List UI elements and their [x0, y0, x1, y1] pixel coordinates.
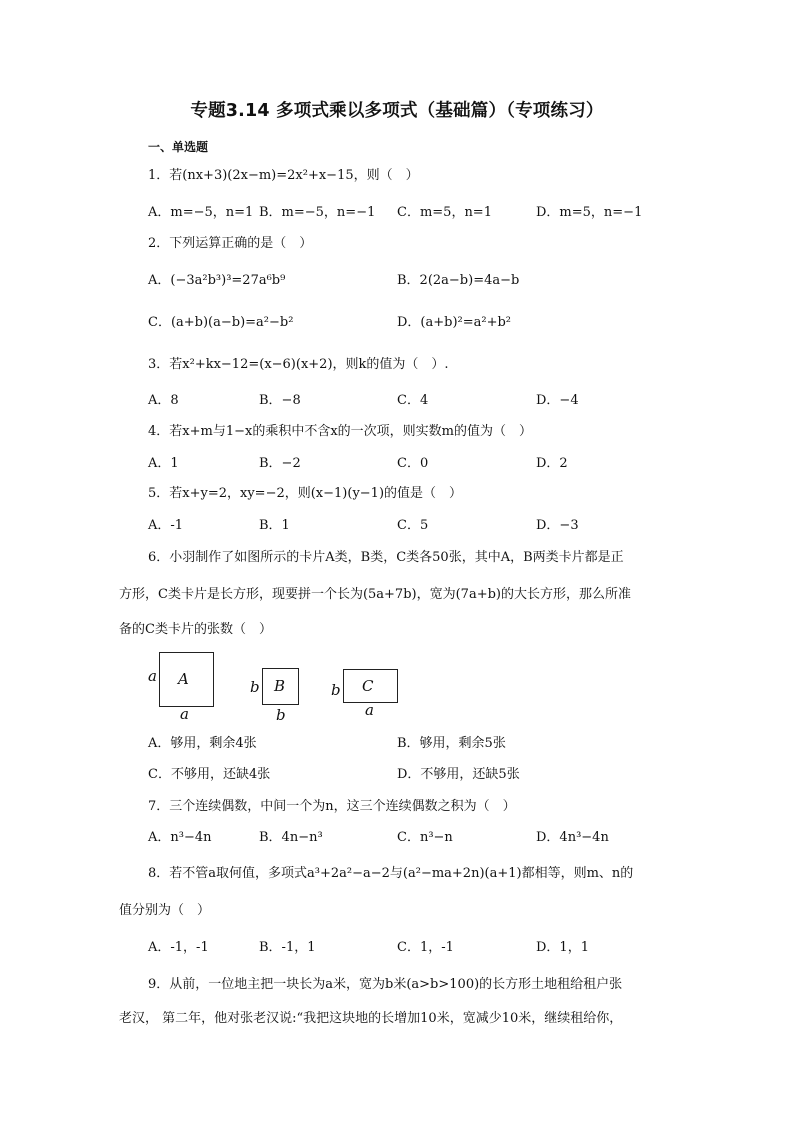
q2-option-b[interactable]: B．2(2a−b)=4a−b — [397, 273, 520, 288]
q7-option-d[interactable]: D．4n³−4n — [536, 830, 609, 845]
q2-option-d[interactable]: D．(a+b)²=a²+b² — [397, 315, 512, 330]
q3-option-a[interactable]: A．8 — [148, 393, 179, 408]
q1-option-a[interactable]: A．m=−5，n=1 — [148, 205, 254, 220]
question-9-stem-line-2: 老汉， 第二年，他对张老汉说:“我把这块地的长增加10米，宽减少10米，继续租给你， — [119, 1011, 623, 1026]
q7-option-c[interactable]: C．n³−n — [397, 830, 453, 845]
card-c-label: C — [362, 677, 374, 695]
card-b-label: B — [274, 677, 286, 695]
q6-option-b[interactable]: B．够用，剩余5张 — [397, 736, 506, 751]
q8-option-b[interactable]: B．-1，1 — [259, 940, 316, 955]
q7-option-b[interactable]: B．4n−n³ — [259, 830, 323, 845]
q3-option-d[interactable]: D．−4 — [536, 393, 579, 408]
q3-option-c[interactable]: C．4 — [397, 393, 429, 408]
question-6-stem-line-3: 备的C类卡片的张数（ ） — [119, 622, 272, 637]
q7-option-a[interactable]: A．n³−4n — [148, 830, 212, 845]
question-5-stem: 5．若x+y=2，xy=−2，则(x−1)(y−1)的值是（ ） — [148, 486, 463, 501]
question-8-stem-line-1: 8．若不管a取何值，多项式a³+2a²−a−2与(a²−ma+2n)(a+1)都相等，则m、n的 — [148, 866, 634, 881]
q1-option-b[interactable]: B．m=−5，n=−1 — [259, 205, 376, 220]
question-7-stem: 7．三个连续偶数，中间一个为n，这三个连续偶数之积为（ ） — [148, 799, 516, 814]
q4-option-a[interactable]: A．1 — [148, 456, 179, 471]
q4-option-c[interactable]: C．0 — [397, 456, 429, 471]
card-c-bottom-label: a — [365, 701, 374, 719]
q2-option-a[interactable]: A．(−3a²b³)³=27a⁶b⁹ — [148, 273, 286, 288]
card-b-bottom-label: b — [276, 706, 286, 724]
q3-option-b[interactable]: B．−8 — [259, 393, 301, 408]
card-a-side-label: a — [148, 667, 157, 685]
question-6-stem-line-1: 6．小羽制作了如图所示的卡片A类，B类，C类各50张，其中A，B两类卡片都是正 — [148, 550, 624, 565]
q8-option-a[interactable]: A．-1，-1 — [148, 940, 209, 955]
q5-option-b[interactable]: B．1 — [259, 518, 290, 533]
section-heading: 一、单选题 — [148, 140, 209, 154]
page-title: 专题3.14 多项式乘以多项式（基础篇）（专项练习） — [190, 101, 604, 121]
question-4-stem: 4．若x+m与1−x的乘积中不含x的一次项，则实数m的值为（ ） — [148, 424, 532, 439]
question-9-stem-line-1: 9．从前，一位地主把一块长为a米，宽为b米(a>b>100)的长方形土地租给租户张 — [148, 977, 623, 992]
q4-option-b[interactable]: B．−2 — [259, 456, 301, 471]
q5-option-c[interactable]: C．5 — [397, 518, 429, 533]
card-a-label: A — [178, 670, 189, 688]
q2-option-c[interactable]: C．(a+b)(a−b)=a²−b² — [148, 315, 294, 330]
q5-option-d[interactable]: D．−3 — [536, 518, 579, 533]
question-1-stem: 1．若(nx+3)(2x−m)=2x²+x−15，则（ ） — [148, 168, 419, 183]
q1-option-d[interactable]: D．m=5，n=−1 — [536, 205, 643, 220]
q8-option-c[interactable]: C．1，-1 — [397, 940, 454, 955]
q5-option-a[interactable]: A．-1 — [148, 518, 184, 533]
q6-option-a[interactable]: A．够用，剩余4张 — [148, 736, 257, 751]
question-3-stem: 3．若x²+kx−12=(x−6)(x+2)，则k的值为（ ）. — [148, 357, 449, 372]
card-b-side-label: b — [250, 678, 260, 696]
question-2-stem: 2．下列运算正确的是（ ） — [148, 236, 313, 251]
question-6-stem-line-2: 方形，C类卡片是长方形，现要拼一个长为(5a+7b)，宽为(7a+b)的大长方形，那么所准 — [119, 587, 631, 602]
q8-option-d[interactable]: D．1，1 — [536, 940, 589, 955]
q6-option-c[interactable]: C．不够用，还缺4张 — [148, 767, 271, 782]
q4-option-d[interactable]: D．2 — [536, 456, 568, 471]
card-c-side-label: b — [331, 681, 341, 699]
card-a-bottom-label: a — [180, 705, 189, 723]
q6-option-d[interactable]: D．不够用，还缺5张 — [397, 767, 520, 782]
q1-option-c[interactable]: C．m=5，n=1 — [397, 205, 492, 220]
question-8-stem-line-2: 值分别为（ ） — [119, 903, 211, 918]
